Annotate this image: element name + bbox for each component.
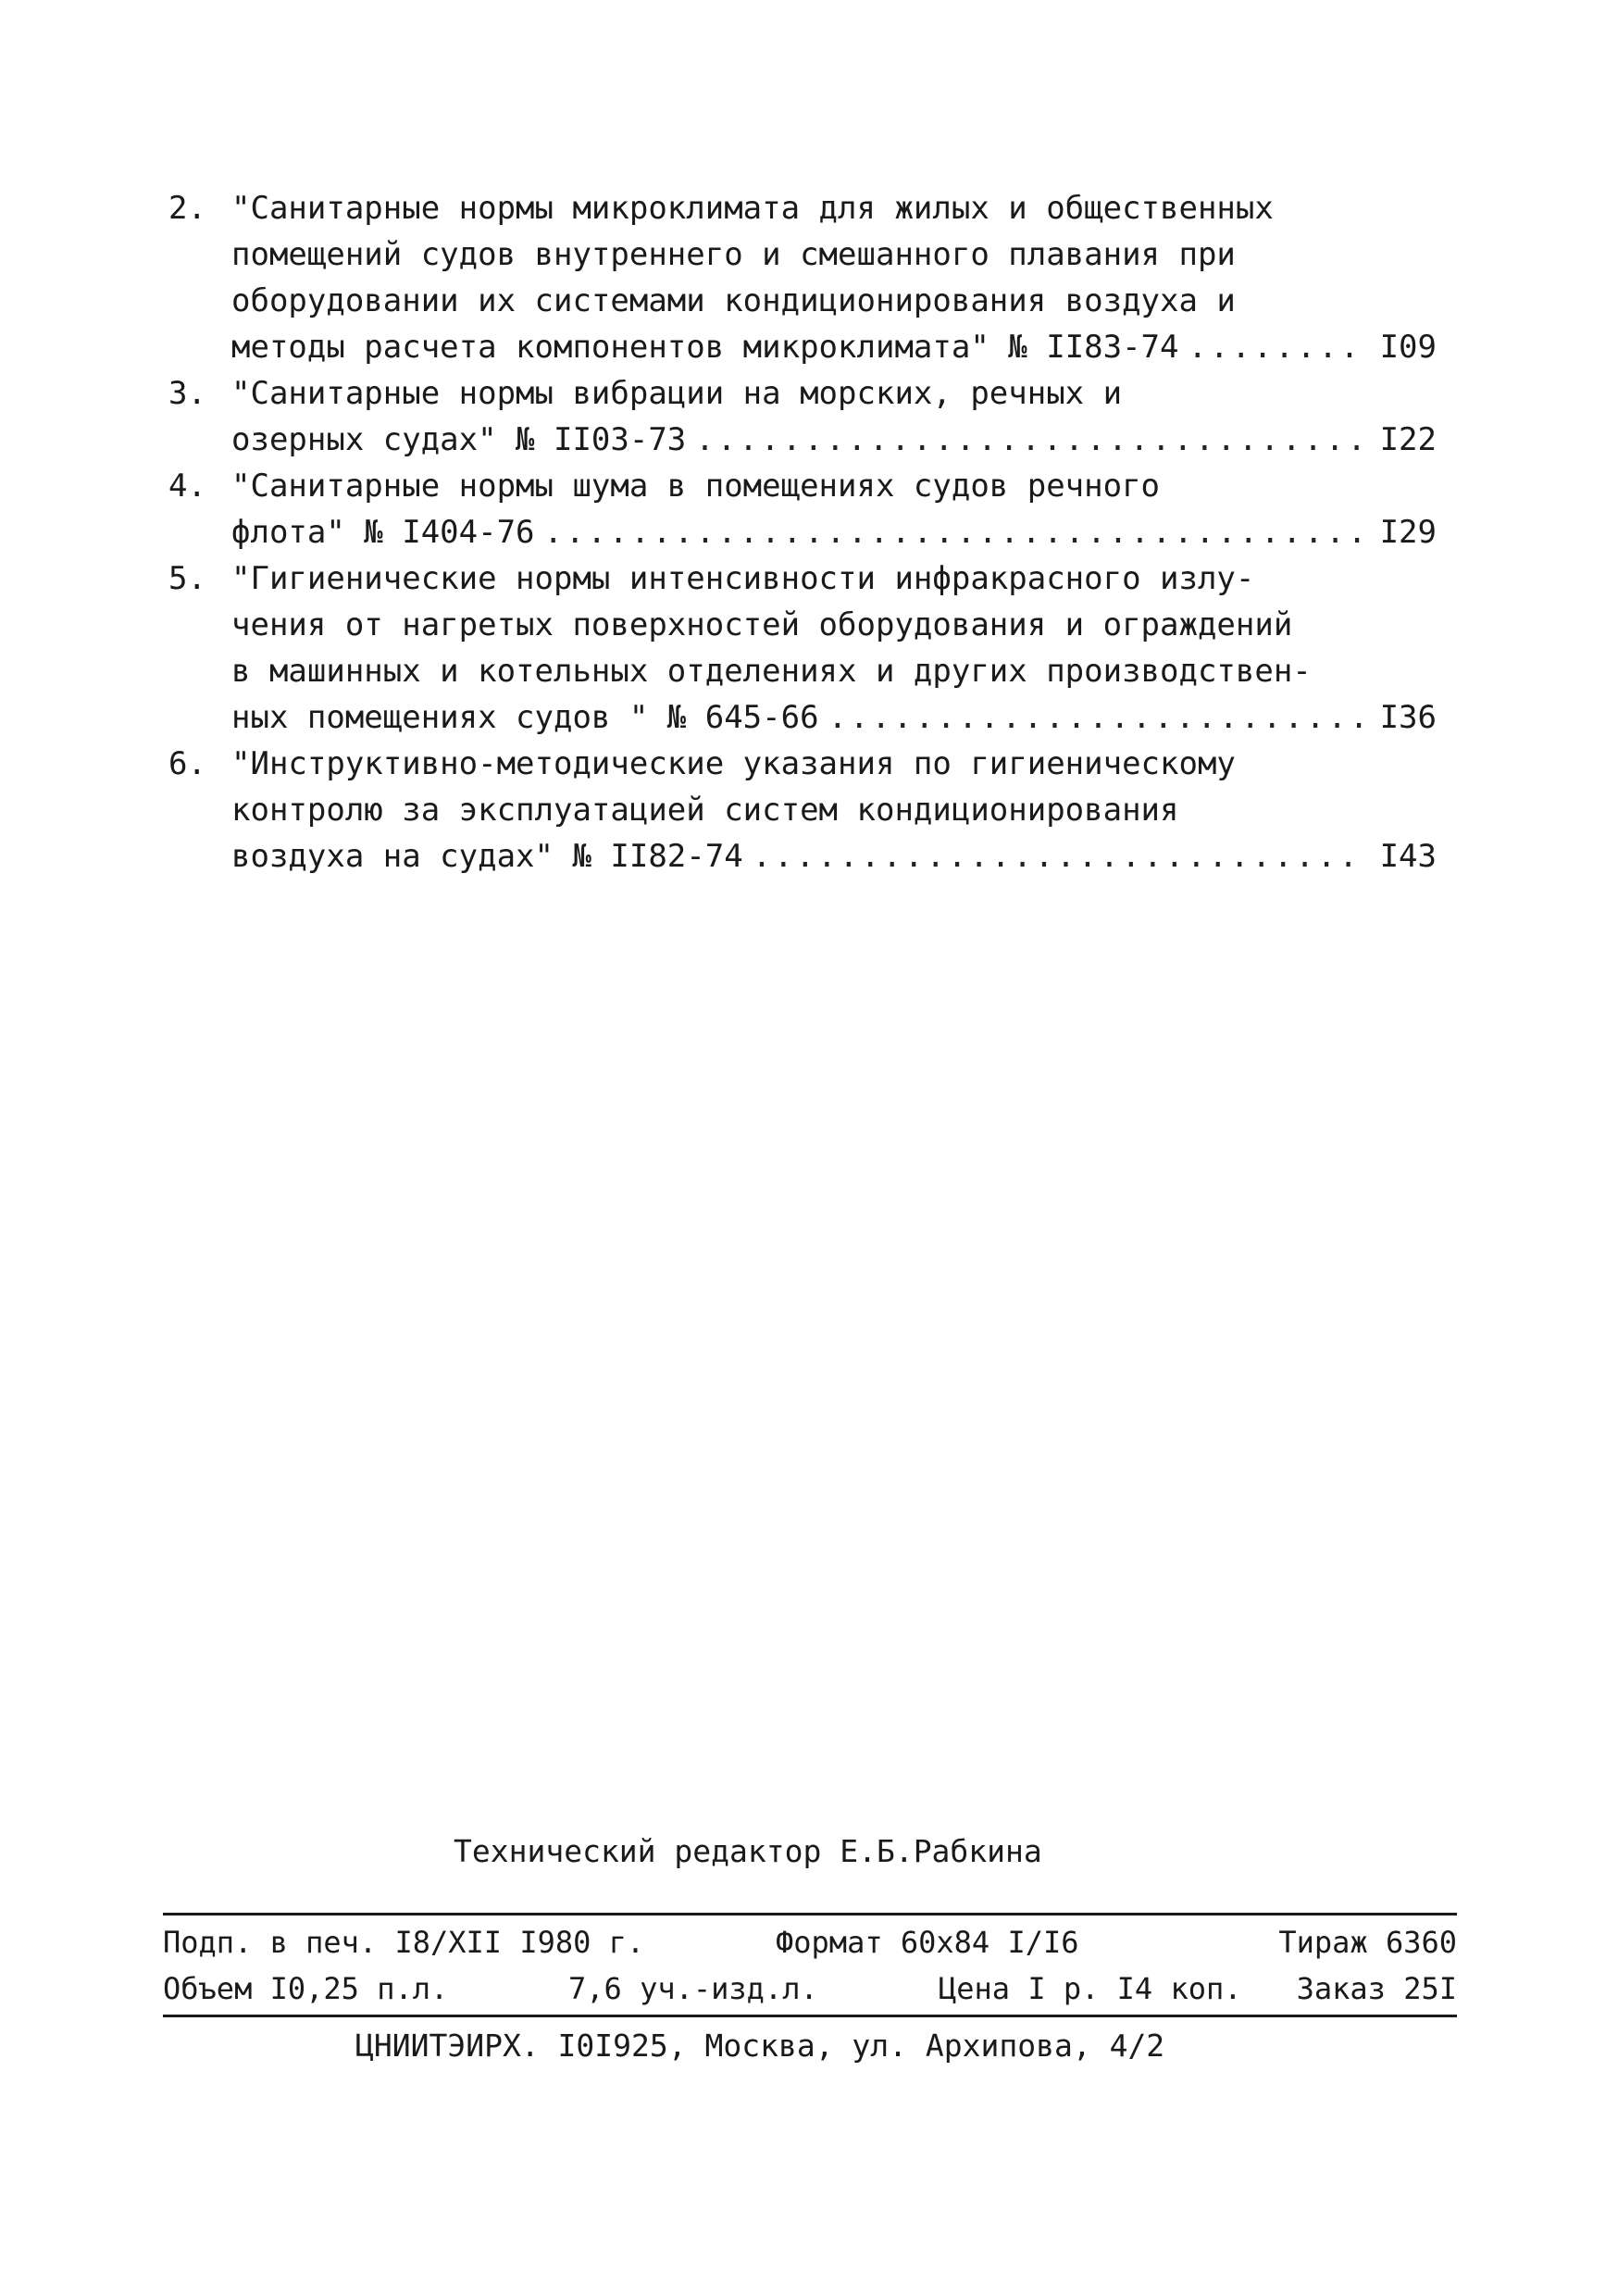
- toc-item-6: [168, 741, 1437, 880]
- toc-item-text-line: в машинных и котельных отделениях и других производствен-: [231, 653, 1312, 690]
- toc-item-number: 4.: [168, 468, 206, 505]
- toc-page-number: I22: [1379, 421, 1437, 458]
- publisher-address: ЦНИИТЭИРХ. I0I925, Москва, ул. Архипова, 4/2: [355, 2028, 1165, 2064]
- toc-item-5: [168, 555, 1437, 741]
- signed-for-print: Подп. в печ. I8/XII I980 г.: [163, 1925, 645, 1960]
- imprint-top-rule: [163, 1913, 1457, 1915]
- imprint-row-2: [163, 1968, 1457, 2009]
- toc-item-text-line: "Инструктивно-методические указания по гигиеническому: [231, 745, 1236, 782]
- toc-item-last-line: [231, 417, 1437, 463]
- toc-item-text-line: помещений судов внутреннего и смешанного плавания при: [231, 236, 1236, 273]
- toc-item-text-line: "Санитарные нормы вибрации на морских, речных и: [231, 375, 1123, 412]
- price: Цена I р. I4 коп.: [939, 1971, 1242, 2006]
- toc-item-text-line: "Санитарные нормы микроклимата для жилых и общественных: [231, 190, 1274, 227]
- toc-item-text-line: воздуха на судах" № II82-74: [231, 838, 743, 875]
- imprint-row-1: [163, 1922, 1457, 1963]
- toc-item-last-line: [231, 509, 1437, 555]
- toc-item-text-line: флота" № I404-76: [231, 514, 535, 551]
- toc-item-number: 5.: [168, 560, 206, 597]
- toc-item-text-line: контролю за эксплуатацией систем кондиционирования: [231, 792, 1179, 829]
- dot-leader: [828, 694, 1363, 741]
- order-number: Заказ 25I: [1296, 1971, 1457, 2006]
- toc-item-last-line: [231, 324, 1437, 370]
- dot-leader: [1189, 324, 1363, 370]
- toc-page-number: I09: [1379, 329, 1437, 366]
- toc-item-2: [168, 185, 1437, 370]
- dot-leader: [695, 417, 1363, 463]
- toc-item-number: 3.: [168, 375, 206, 412]
- toc-item-3: [168, 370, 1437, 463]
- table-of-contents: [168, 185, 1437, 880]
- toc-item-4: [168, 463, 1437, 555]
- paper-format: Формат 60х84 I/I6: [776, 1925, 1079, 1960]
- toc-item-last-line: [231, 694, 1437, 741]
- publisher-sheets: 7,6 уч.-изд.л.: [568, 1971, 818, 2006]
- toc-page-number: I36: [1379, 699, 1437, 736]
- toc-item-text-line: ных помещениях судов " № 645-66: [231, 699, 819, 736]
- imprint-bottom-rule: [163, 2015, 1457, 2017]
- toc-item-number: 2.: [168, 190, 206, 227]
- toc-item-text-line: "Гигиенические нормы интенсивности инфракрасного излу-: [231, 560, 1255, 597]
- dot-leader: [544, 509, 1363, 555]
- dot-leader: [753, 833, 1363, 880]
- volume-sheets: Объем I0,25 п.л.: [163, 1971, 449, 2006]
- toc-item-text-line: озерных судах" № II03-73: [231, 421, 687, 458]
- toc-item-text-line: методы расчета компонентов микроклимата" № II83-74: [231, 329, 1179, 366]
- technical-editor: Технический редактор Е.Б.Рабкина: [454, 1833, 1042, 1869]
- toc-item-text-line: оборудовании их системами кондиционирования воздуха и: [231, 282, 1236, 319]
- toc-item-text-line: "Санитарные нормы шума в помещениях судов речного: [231, 468, 1161, 505]
- toc-page-number: I29: [1379, 514, 1437, 551]
- toc-page-number: I43: [1379, 838, 1437, 875]
- toc-item-last-line: [231, 833, 1437, 880]
- print-run: Тираж 6360: [1278, 1925, 1457, 1960]
- toc-item-number: 6.: [168, 745, 206, 782]
- toc-item-text-line: чения от нагретых поверхностей оборудования и ограждений: [231, 606, 1293, 643]
